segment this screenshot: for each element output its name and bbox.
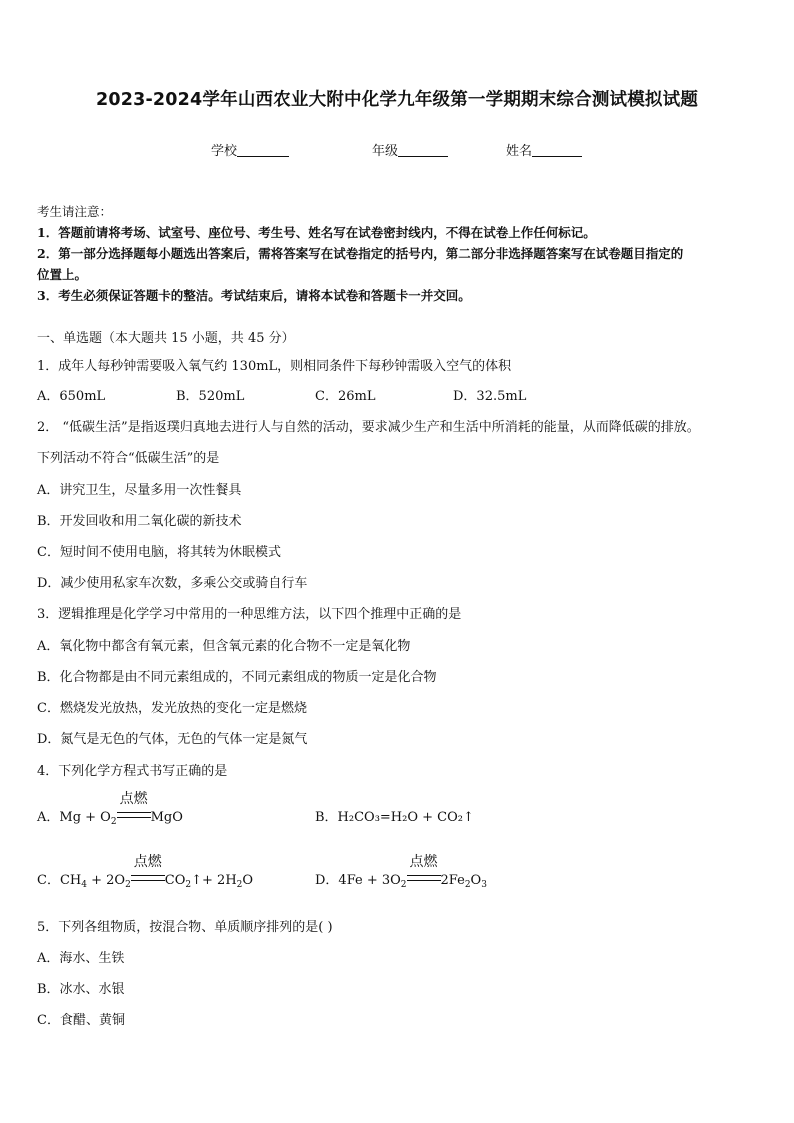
- q2-option-a[interactable]: A．讲究卫生，尽量多用一次性餐具: [37, 483, 242, 498]
- q5-stem: 5．下列各组物质，按混合物、单质顺序排列的是( ): [37, 920, 333, 935]
- q3-option-b[interactable]: B．化合物都是由不同元素组成的，不同元素组成的物质一定是化合物: [37, 670, 437, 685]
- q5-option-a[interactable]: A．海水、生铁: [37, 951, 125, 966]
- school-blank[interactable]: [237, 142, 289, 157]
- q3-option-d[interactable]: D．氮气是无色的气体，无色的气体一定是氮气: [37, 732, 308, 747]
- q2-option-d[interactable]: D．减少使用私家车次数，多乘公交或骑自行车: [37, 576, 308, 591]
- name-field: [506, 140, 582, 159]
- school-field: [211, 140, 289, 159]
- q4-option-a[interactable]: A．$Mg + O_2$ 点燃 MgO: [37, 791, 183, 827]
- grade-field: [372, 140, 448, 159]
- q5-option-c[interactable]: C．食醋、黄铜: [37, 1013, 125, 1028]
- page-title: 2023-2024学年山西农业大附中化学九年级第一学期期末综合测试模拟试题: [95, 90, 699, 110]
- name-blank[interactable]: [532, 142, 582, 157]
- school-label: 学校: [211, 144, 238, 159]
- notice-item-3: 3．考生必须保证答题卡的整洁。考试结束后，请将本试卷和答题卡一并交回。: [37, 288, 471, 303]
- q4-option-b[interactable]: B．H₂CO₃=H₂O + CO₂↑: [315, 810, 474, 825]
- q2-option-b[interactable]: B．开发回收和用二氧化碳的新技术: [37, 514, 242, 529]
- q1-stem: 1．成年人每秒钟需要吸入氧气约 130mL，则相同条件下每秒钟需吸入空气的体积: [37, 359, 512, 374]
- q3-option-a[interactable]: A．氧化物中都含有氧元素，但含氧元素的化合物不一定是氧化物: [37, 639, 411, 654]
- q2-stem-line2: 下列活动不符合“低碳生活”的是: [37, 451, 220, 466]
- reaction-arrow: 点燃: [131, 873, 165, 888]
- q3-stem: 3．逻辑推理是化学学习中常用的一种思维方法，以下四个推理中正确的是: [37, 607, 462, 622]
- q2-stem-line1: 2． “低碳生活”是指返璞归真地去进行人与自然的活动，要求减少生产和生活中所消耗的能量，从而降低碳的排放。: [37, 420, 700, 435]
- q3-option-c[interactable]: C．燃烧发光放热，发光放热的变化一定是燃烧: [37, 701, 307, 716]
- q5-option-b[interactable]: B．冰水、水银: [37, 982, 125, 997]
- q4-option-d[interactable]: D．$4Fe + 3O_2$ 点燃 $2Fe_2O_3$: [315, 854, 487, 890]
- reaction-arrow: 点燃: [407, 873, 441, 888]
- q4-stem: 4．下列化学方程式书写正确的是: [37, 764, 228, 779]
- q1-option-a[interactable]: A．650mL: [37, 389, 106, 404]
- reaction-arrow: 点燃: [117, 810, 151, 825]
- q4-option-c[interactable]: C．$CH_4 + 2O_2$ 点燃 $CO_2↑+ 2H_2O$: [37, 854, 254, 890]
- notice-item-2: 2．第一部分选择题每小题选出答案后，需将答案写在试卷指定的括号内，第二部分非选择题答案写在试卷题目指定的: [37, 246, 684, 261]
- q1-option-d[interactable]: D．32.5mL: [453, 389, 527, 404]
- name-label: 姓名: [506, 144, 533, 159]
- section-heading: 一、单选题（本大题共 15 小题，共 45 分）: [37, 331, 295, 346]
- notice-item-2-cont: 位置上。: [37, 267, 88, 282]
- q1-option-c[interactable]: C．26mL: [315, 389, 376, 404]
- q2-option-c[interactable]: C．短时间不使用电脑，将其转为休眠模式: [37, 545, 281, 560]
- q1-option-b[interactable]: B．520mL: [176, 389, 245, 404]
- grade-label: 年级: [372, 144, 399, 159]
- notice-item-1: 1．答题前请将考场、试室号、座位号、考生号、姓名写在试卷密封线内，不得在试卷上作任何标记。: [37, 225, 596, 240]
- notice-heading: 考生请注意：: [37, 204, 113, 219]
- grade-blank[interactable]: [398, 142, 448, 157]
